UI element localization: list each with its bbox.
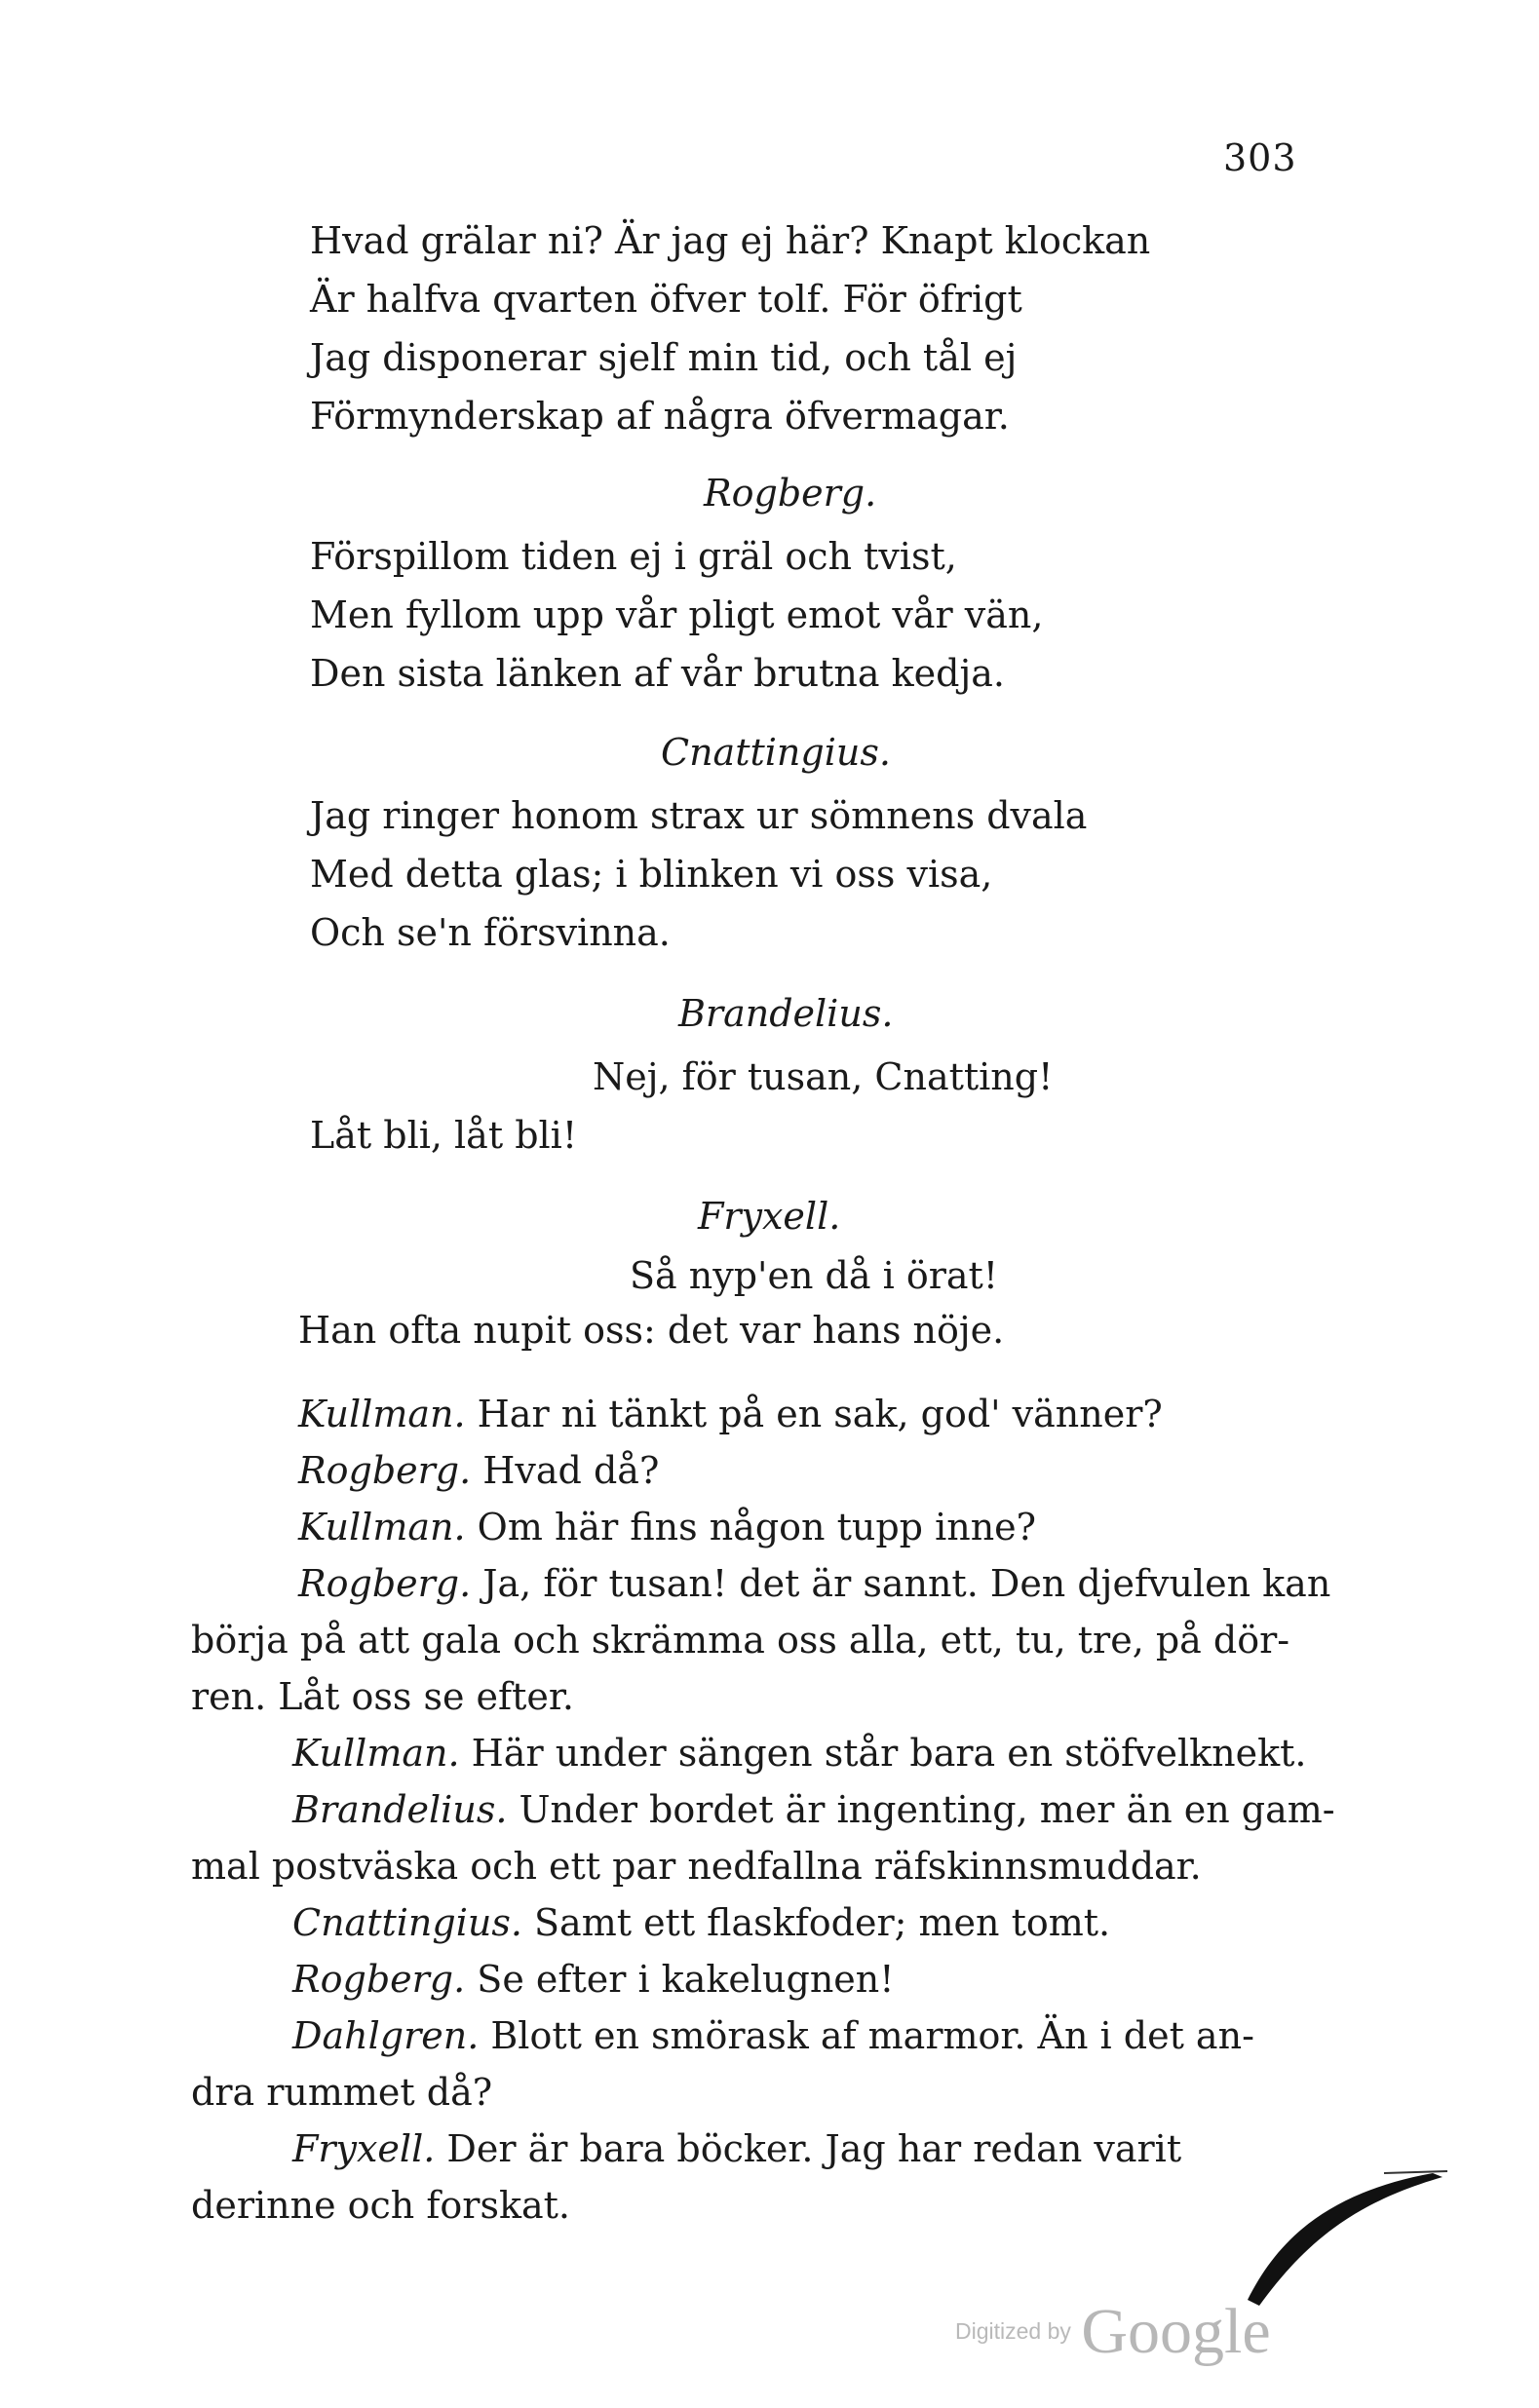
spoken-text: dra rummet då? <box>191 2071 493 2114</box>
spoken-text: Blott en smörask af marmor. Än i det an- <box>490 2014 1254 2057</box>
digitized-watermark <box>955 2295 1271 2369</box>
verse-line: Och se'n försvinna. <box>310 911 671 954</box>
spoken-text: Ja, för tusan! det är sannt. Den djefvulen kan <box>482 1562 1331 1605</box>
verse-line: Han ofta nupit oss: det var hans nöje. <box>298 1309 1005 1352</box>
speaker-name: Fryxell. <box>292 2127 436 2170</box>
verse-line: Hvad grälar ni? Är jag ej här? Knapt klockan <box>310 219 1151 262</box>
watermark-prefix: Digitized by <box>955 2318 1071 2344</box>
spoken-text: Om här fins någon tupp inne? <box>477 1506 1037 1548</box>
verse-line: Förmynderskap af några öfvermagar. <box>310 395 1010 438</box>
prose-line <box>292 1901 1111 1944</box>
verse-line: Jag disponerar sjelf min tid, och tål ej <box>310 336 1018 379</box>
speaker-name: Kullman. <box>298 1393 466 1435</box>
verse-line: Den sista länken af vår brutna kedja. <box>310 652 1005 695</box>
quill-stroke-icon <box>1238 2154 1452 2310</box>
prose-line <box>298 1449 660 1492</box>
spoken-text: Under bordet är ingenting, mer än en gam- <box>519 1788 1335 1831</box>
speaker-name: Rogberg. <box>298 1562 472 1605</box>
prose-line <box>292 2127 1182 2170</box>
speaker-name: Rogberg. <box>298 1449 472 1492</box>
speaker-heading: Rogberg. <box>704 472 877 515</box>
spoken-text: mal postväska och ett par nedfallna räfskinnsmuddar. <box>191 1845 1202 1888</box>
prose-line <box>292 1788 1335 1831</box>
speaker-heading: Fryxell. <box>698 1195 841 1238</box>
spoken-text: Der är bara böcker. Jag har redan varit <box>446 2127 1182 2170</box>
verse-line: Men fyllom upp vår pligt emot vår vän, <box>310 593 1044 636</box>
speaker-name: Rogberg. <box>292 1958 466 2001</box>
speaker-name: Cnattingius. <box>292 1901 522 1944</box>
prose-line <box>298 1395 1163 1433</box>
verse-line: Förspillom tiden ej i gräl och tvist, <box>310 535 957 578</box>
speaker-name: Kullman. <box>292 1732 460 1775</box>
verse-line: Jag ringer honom strax ur sömnens dvala <box>310 794 1088 837</box>
speaker-name: Brandelius. <box>292 1788 508 1831</box>
prose-line <box>292 1958 895 2001</box>
google-logo: Google <box>1081 2296 1271 2367</box>
prose-line <box>191 1845 1202 1888</box>
prose-line <box>298 1562 1331 1605</box>
spoken-text: ren. Låt oss se efter. <box>191 1675 574 1718</box>
spoken-text: Samt ett flaskfoder; men tomt. <box>534 1901 1111 1944</box>
spoken-text: Hvad då? <box>482 1449 660 1492</box>
spoken-text: Se efter i kakelugnen! <box>477 1958 895 2001</box>
verse-line: Nej, för tusan, Cnatting! <box>593 1055 1054 1098</box>
verse-line: Låt bli, låt bli! <box>310 1114 578 1157</box>
prose-line <box>191 1675 574 1718</box>
prose-line <box>191 1619 1290 1662</box>
speaker-name: Kullman. <box>298 1506 466 1548</box>
spoken-text: Har ni tänkt på en sak, god' vänner? <box>477 1393 1163 1435</box>
verse-line: Med detta glas; i blinken vi oss visa, <box>310 853 993 896</box>
spoken-text: Här under sängen står bara en stöfvelknekt. <box>471 1732 1307 1775</box>
speaker-name: Dahlgren. <box>292 2014 480 2057</box>
page-number: 303 <box>1223 136 1297 179</box>
speaker-heading: Brandelius. <box>678 992 894 1035</box>
verse-line: Så nyp'en då i örat! <box>630 1254 999 1297</box>
prose-line <box>191 2184 570 2227</box>
prose-line <box>292 2014 1254 2057</box>
prose-line <box>191 2071 493 2114</box>
verse-line: Är halfva qvarten öfver tolf. För öfrigt <box>310 278 1022 321</box>
spoken-text: börja på att gala och skrämma oss alla, ett, tu, tre, på dör- <box>191 1619 1290 1662</box>
prose-line <box>298 1506 1037 1548</box>
speaker-heading: Cnattingius. <box>661 731 891 774</box>
prose-line <box>292 1732 1307 1775</box>
spoken-text: derinne och forskat. <box>191 2184 570 2227</box>
